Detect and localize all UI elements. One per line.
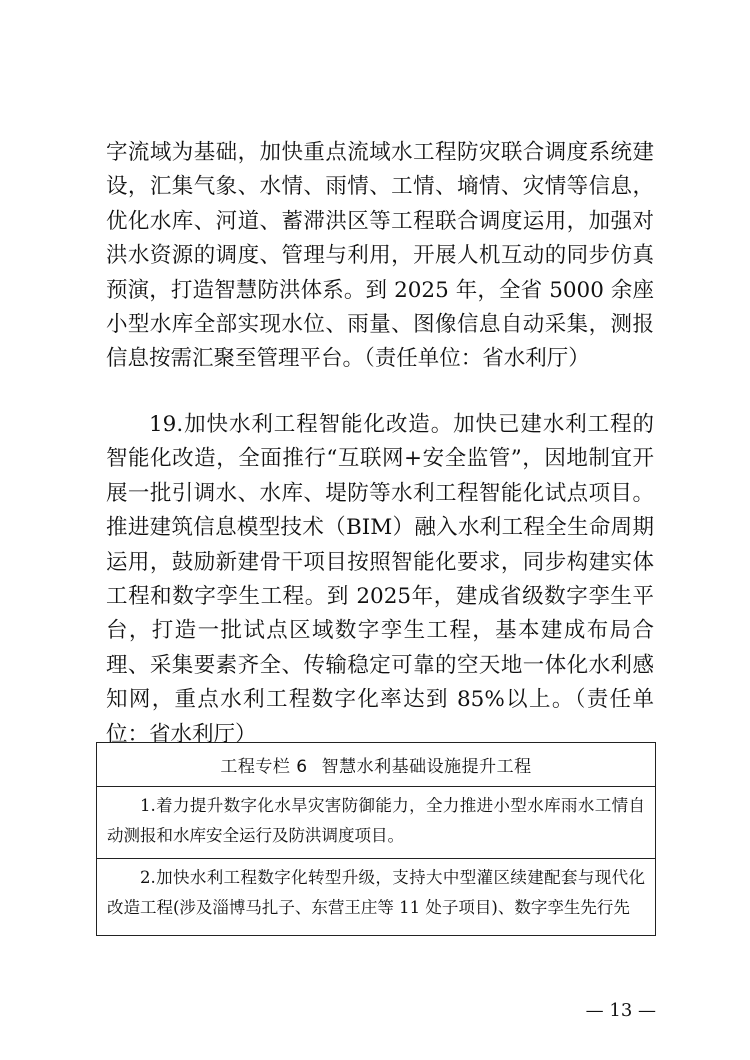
project-column-name: 智慧水利基础设施提升工程 bbox=[321, 757, 532, 777]
project-column-title bbox=[97, 743, 655, 787]
project-column-item-1: 1.着力提升数字化水旱灾害防御能力，全力推进小型水库雨水工情自动测报和水库安全运行及防洪调度项目。 bbox=[97, 787, 655, 859]
page-number: — 13 — bbox=[585, 1000, 656, 1021]
project-column-item-2: 2.加快水利工程数字化转型升级，支持大中型灌区续建配套与现代化改造工程(涉及淄博马扎子、东营王庄等 11 处子项目)、数字孪生先行先 bbox=[107, 868, 645, 917]
project-column-label: 工程专栏 6 bbox=[220, 757, 308, 777]
paragraph-body-2: 19.加快水利工程智能化改造。加快已建水利工程的智能化改造，全面推行“互联网+安全监管”，因地制宜开展一批引调水、水库、堤防等水利工程智能化试点项目。推进建筑信息模型技术（BIM）融入水利工程全生命周期运用，鼓励新建骨干项目按照智能化要求，同步构建实体工程和数字孪生工程。到 2025年，建成省级数字孪生平台，打造一批试点区域数字孪生工程，基本建成布局合理、采集要素齐全、传输稳定可靠的空天地一体化水利感知网，重点水利工程数字化率达到 85%以上。（责任单位：省水利厅） bbox=[106, 412, 654, 747]
paragraph-body-1: 字流域为基础，加快重点流域水工程防灾联合调度系统建设，汇集气象、水情、雨情、工情、墒情、灾情等信息，优化水库、河道、蓄滞洪区等工程联合调度运用，加强对洪水资源的调度、管理与利用，开展人机互动的同步仿真预演，打造智慧防洪体系。到 2025 年，全省 5000 余座小型水库全部实现水位、雨量、图像信息自动采集，测报信息按需汇聚至管理平台。（责任单位：省水利厅） bbox=[106, 140, 654, 372]
project-column-box bbox=[96, 742, 656, 936]
